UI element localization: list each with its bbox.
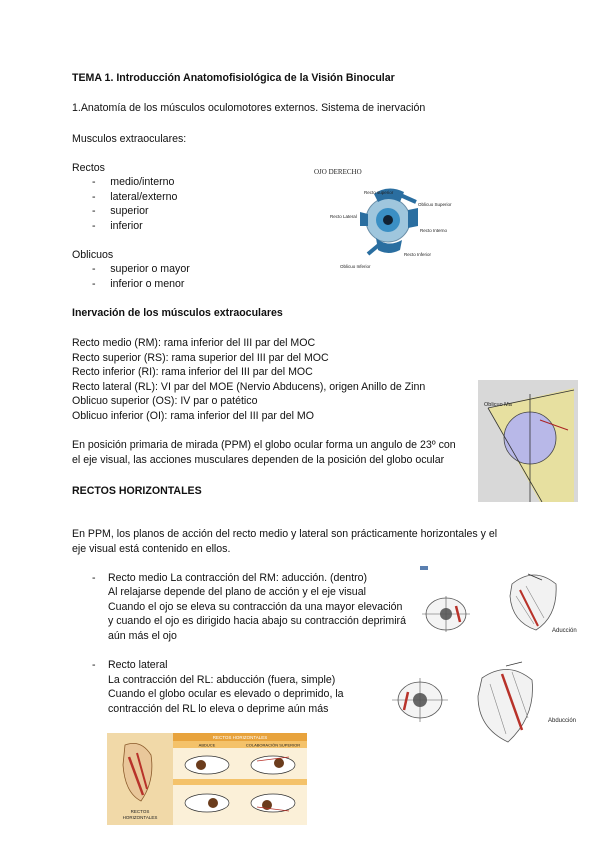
table-header: RECTOS HORIZONTALES (212, 735, 268, 740)
ojo-derecho-figure (308, 164, 460, 274)
inervacion-line: Recto superior (RS): rama superior del III par del MOC (72, 352, 329, 364)
figure-title: OJO DERECHO (314, 168, 362, 176)
medio-line: y cuando el ojo es dirigido hacia abajo su contracción deprimirá (108, 615, 406, 627)
oblicuos-heading: Oblicuos (72, 249, 114, 261)
medio-line: Al relajarse depende del plano de acción y el eje visual (108, 586, 366, 598)
abduccion-label: Abducción (548, 718, 577, 724)
abduccion-figure (382, 658, 588, 750)
ppm-line: el eje visual, las acciones musculares dependen de la posición del globo ocular (72, 454, 445, 466)
table-caption: HORIZONTALES (122, 815, 158, 820)
inervacion-line: Oblicuo superior (OS): IV par o patético (72, 395, 258, 407)
label: Recto Interno (420, 228, 448, 233)
medio-line: Cuando el ojo se eleva su contracción da una mayor elevación (108, 601, 403, 613)
table-caption: RECTOS (130, 809, 150, 814)
rectos-horizontales-table-figure (107, 733, 307, 825)
aduccion-figure (416, 566, 588, 648)
bullet-dash: - (92, 659, 96, 671)
label: Recto Inferior (404, 252, 432, 257)
rectos-heading: Rectos (72, 162, 105, 174)
inervacion-line: Oblicuo inferior (OI): rama inferior del III par del MO (72, 410, 314, 422)
ppm-line: En posición primaria de mirada (PPM) el globo ocular forma un angulo de 23º con (72, 439, 456, 451)
section-heading: 1.Anatomía de los músculos oculomotores externos. Sistema de inervación (72, 102, 426, 114)
list-item: - superior (92, 205, 149, 217)
label: Oblicuo Inferior (340, 264, 371, 269)
label: Oblicuo Superior (418, 202, 452, 207)
label: Recto Lateral (330, 214, 357, 219)
list-item: - lateral/externo (92, 191, 178, 203)
list-item: - medio/interno (92, 176, 175, 188)
horizontales-intro: eje visual está contenido en ellos. (72, 543, 231, 555)
inervacion-line: Recto lateral (RL): VI par del MOE (Nervio Abducens), origen Anillo de Zinn (72, 381, 426, 393)
aduccion-label: Aducción (552, 628, 577, 634)
lateral-line: Cuando el globo ocular es elevado o deprimido, la (108, 688, 344, 700)
horizontales-intro: En PPM, los planos de acción del recto medio y lateral son prácticamente horizontales y el (72, 528, 498, 540)
inervacion-line: Recto inferior (RI): rama inferior del III par del MOC (72, 366, 313, 378)
horizontales-heading: RECTOS HORIZONTALES (72, 485, 202, 497)
medio-line: Recto medio La contracción del RM: aducción. (dentro) (108, 572, 368, 584)
table-col: COLABORACIÓN SUPERIOR (245, 742, 301, 748)
lateral-line: Recto lateral (108, 659, 168, 671)
label: Recto superior (364, 190, 394, 195)
lateral-line: La contracción del RL: abducción (fuera, simple) (108, 674, 336, 686)
bullet-dash: - (92, 572, 96, 584)
inervacion-line: Recto medio (RM): rama inferior del III par del MOC (72, 337, 316, 349)
inervacion-heading: Inervación de los músculos extraoculares (72, 307, 283, 319)
angle-label: Oblicuo Ma (484, 402, 512, 408)
subsection-label: Musculos extraoculares: (72, 133, 187, 145)
page-title: TEMA 1. Introducción Anatomofisiológica de la Visión Binocular (72, 72, 395, 84)
lateral-line: contracción del RL lo eleva o deprime aún más (108, 703, 329, 715)
list-item: - superior o mayor (92, 263, 190, 275)
list-item: - inferior o menor (92, 278, 185, 290)
medio-line: aún más el ojo (108, 630, 177, 642)
table-col: ABDUCE (198, 742, 216, 748)
angle-figure (478, 380, 578, 502)
list-item: - inferior (92, 220, 143, 232)
